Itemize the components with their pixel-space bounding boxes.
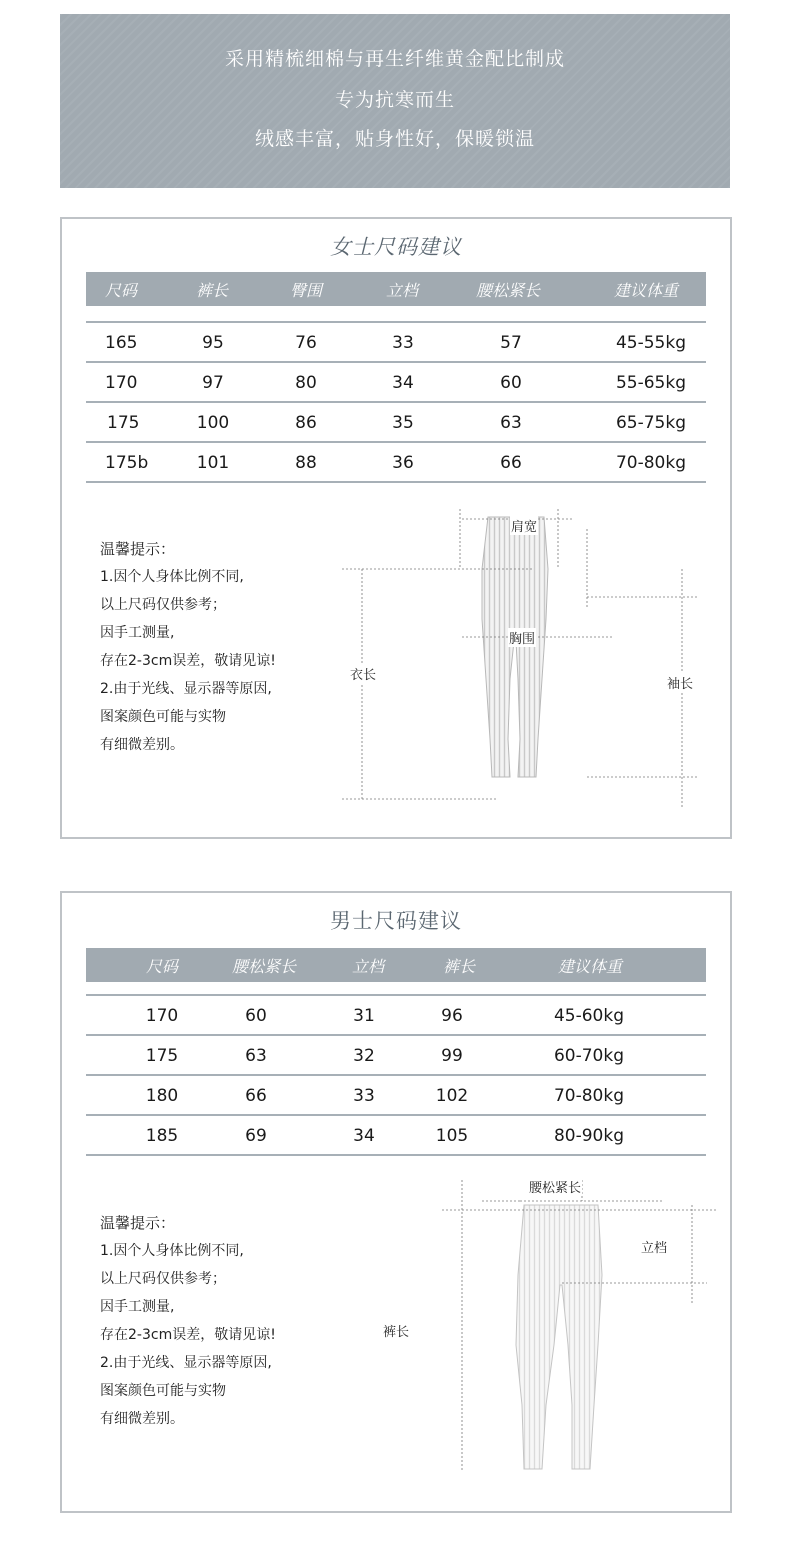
table-cell: 34 [392, 373, 414, 393]
banner-line-3: 绒感丰富，贴身性好，保暖锁温 [254, 128, 535, 150]
table-row [86, 363, 706, 403]
women-header-rise: 立档 [385, 281, 419, 300]
table-cell: 88 [295, 453, 317, 473]
table-cell: 36 [392, 453, 414, 473]
men-table-header [86, 948, 706, 982]
table-cell: 57 [500, 333, 522, 353]
table-cell: 175 [107, 413, 140, 433]
women-header-weight: 建议体重 [613, 281, 679, 300]
men-header-rise: 立档 [351, 957, 385, 976]
table-row [86, 1036, 706, 1076]
table-cell: 170 [105, 373, 138, 393]
table-cell: 180 [145, 1086, 179, 1106]
length-label: 衣长 [349, 664, 377, 683]
table-cell: 70-80kg [615, 453, 687, 473]
tips-line: 有细微差别。 [100, 737, 184, 753]
table-row [86, 403, 706, 443]
table-row [86, 1116, 706, 1156]
table-cell: 32 [353, 1046, 375, 1066]
tips-line: 存在2-3cm误差，敬请见谅! [100, 653, 276, 669]
table-row [86, 1076, 706, 1116]
table-cell: 63 [500, 413, 522, 433]
tips-line: 以上尺码仅供参考； [100, 1271, 226, 1287]
women-size-panel [60, 217, 732, 839]
table-cell: 165 [105, 333, 138, 353]
table-cell: 60-70kg [553, 1046, 625, 1066]
women-header-hip: 臀围 [289, 281, 323, 300]
table-cell: 31 [353, 1006, 375, 1026]
tips-line: 图案颜色可能与实物 [100, 1383, 226, 1399]
men-tips [100, 1209, 276, 1433]
tips-line: 1.因个人身体比例不同, [100, 1243, 244, 1259]
table-cell: 86 [295, 413, 317, 433]
table-cell: 60 [245, 1006, 267, 1026]
table-cell: 45-60kg [553, 1006, 625, 1026]
tips-line: 有细微差别。 [100, 1411, 184, 1427]
women-header-pants-length: 裤长 [195, 281, 229, 300]
tips-line: 因手工测量, [100, 625, 175, 641]
table-cell: 76 [295, 333, 317, 353]
intro-banner [60, 14, 730, 188]
men-header-weight: 建议体重 [557, 957, 623, 976]
tips-line: 图案颜色可能与实物 [100, 709, 226, 725]
women-header-waist: 腰松紧长 [475, 281, 541, 300]
sleeve-label: 袖长 [666, 673, 694, 692]
table-cell: 65-75kg [615, 413, 687, 433]
women-table-header [86, 272, 706, 306]
table-cell: 175b [105, 453, 149, 473]
women-header-size: 尺码 [104, 281, 138, 300]
men-header-waist: 腰松紧长 [231, 957, 297, 976]
men-header-size: 尺码 [145, 957, 179, 976]
table-cell: 95 [202, 333, 224, 353]
table-cell: 55-65kg [615, 373, 687, 393]
table-cell: 99 [441, 1046, 463, 1066]
men-size-panel [60, 891, 732, 1513]
banner-line-1: 采用精梳细棉与再生纤维黄金配比制成 [224, 48, 565, 70]
table-cell: 69 [245, 1126, 267, 1146]
men-pants-diagram [362, 1165, 722, 1485]
men-size-title: 男士尺码建议 [330, 909, 462, 933]
table-row [86, 443, 706, 483]
tips-line: 2.由于光线、显示器等原因, [100, 681, 272, 697]
tips-line: 存在2-3cm误差，敬请见谅! [100, 1327, 276, 1343]
tips-line: 2.由于光线、显示器等原因, [100, 1355, 272, 1371]
table-cell: 66 [500, 453, 522, 473]
table-row [86, 996, 706, 1036]
table-cell: 101 [196, 453, 230, 473]
men-table-body [86, 994, 706, 1156]
women-leggings-diagram [332, 509, 722, 819]
tips-line: 1.因个人身体比例不同, [100, 569, 244, 585]
leggings-illustration [332, 509, 722, 819]
table-cell: 105 [435, 1126, 469, 1146]
banner-line-2: 专为抗寒而生 [334, 89, 455, 111]
women-table-body [86, 321, 706, 483]
table-cell: 80-90kg [553, 1126, 625, 1146]
table-cell: 102 [435, 1086, 469, 1106]
tips-title: 温馨提示： [100, 1214, 176, 1232]
table-cell: 175 [145, 1046, 179, 1066]
table-cell: 33 [353, 1086, 375, 1106]
table-cell: 35 [392, 413, 414, 433]
table-cell: 45-55kg [615, 333, 687, 353]
table-cell: 66 [245, 1086, 267, 1106]
pants-illustration [362, 1165, 722, 1485]
table-cell: 97 [202, 373, 224, 393]
pants-length-label: 裤长 [382, 1321, 410, 1340]
table-cell: 170 [145, 1006, 179, 1026]
waist-label: 腰松紧长 [528, 1177, 582, 1196]
tips-line: 以上尺码仅供参考； [100, 597, 226, 613]
tips-title: 温馨提示： [100, 540, 176, 558]
table-row [86, 323, 706, 363]
shoulder-label: 肩宽 [510, 516, 538, 535]
table-cell: 96 [441, 1006, 463, 1026]
table-cell: 100 [196, 413, 230, 433]
table-cell: 70-80kg [553, 1086, 625, 1106]
table-cell: 185 [145, 1126, 179, 1146]
table-cell: 80 [295, 373, 317, 393]
table-cell: 63 [245, 1046, 267, 1066]
women-size-title: 女士尺码建议 [330, 235, 462, 259]
tips-line: 因手工测量, [100, 1299, 175, 1315]
men-header-pants-length: 裤长 [442, 957, 476, 976]
table-cell: 33 [392, 333, 414, 353]
rise-label: 立档 [640, 1237, 668, 1256]
women-tips [100, 535, 276, 759]
table-cell: 60 [500, 373, 522, 393]
chest-label: 胸围 [508, 628, 536, 647]
table-cell: 34 [353, 1126, 375, 1146]
